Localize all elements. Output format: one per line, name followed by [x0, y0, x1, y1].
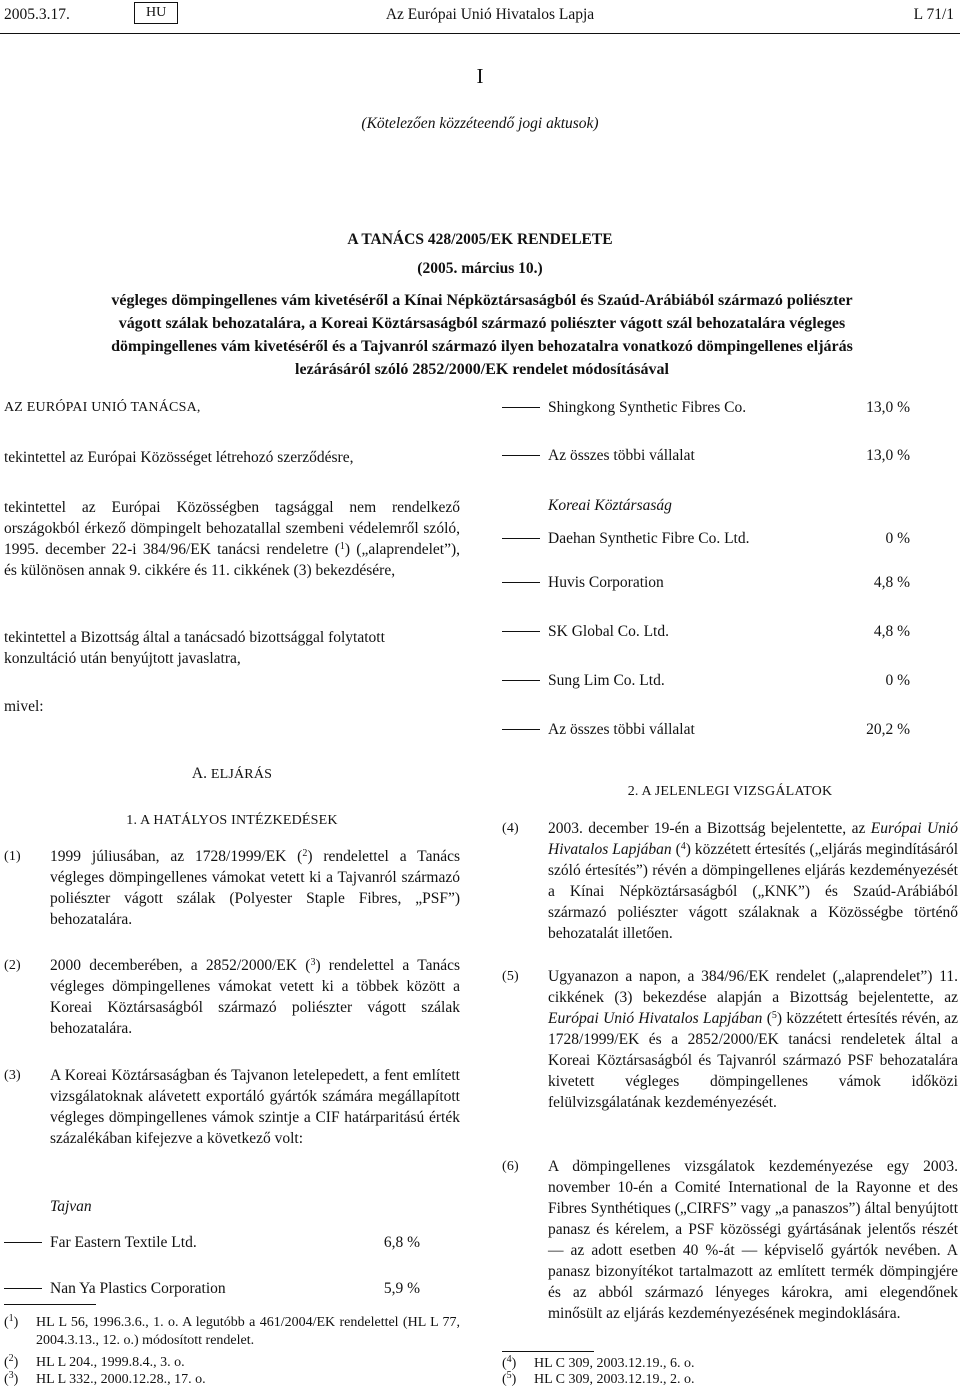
- left-column: [4, 0, 460, 1390]
- part-subtitle: (Kötelezően közzéteendő jogi aktusok): [361, 115, 599, 132]
- recital-treaty: tekintettel az Európai Közösséget létrehozó szerződésre,: [4, 449, 354, 466]
- footnote-5: ($^5$) HL C 309, 2003.12.19., 2. o.: [502, 1370, 695, 1387]
- dash-marker: [502, 538, 540, 539]
- footnote-ref: 2: [302, 848, 308, 859]
- publication-date: 2005.3.17.: [4, 6, 70, 23]
- part-numeral: I: [476, 64, 484, 88]
- page-number: L 71/1: [913, 6, 954, 23]
- dash-marker: [502, 407, 540, 408]
- paragraph-2: (2) 2000 decemberében, a 2852/2000/EK ($^3$) rendelettel a Tanács végleges dömpingellenes vámokat vetett ki a többek között a Koreai Köztársaságból származó poliészter vágott szálak behozatalára.: [4, 957, 460, 1037]
- company-row: Sung Lim Co. Ltd. 0 %: [502, 670, 958, 692]
- council-heading: AZ EURÓPAI UNIÓ TANÁCSA,: [4, 400, 201, 415]
- regulation-date: (2005. március 10.): [417, 260, 543, 277]
- recital-proposal: tekintettel a Bizottság által a tanácsadó bizottsággal folytatott konzultáció után benyújtott javaslatra,: [4, 629, 385, 667]
- company-row: Az összes többi vállalat 13,0 %: [502, 445, 958, 467]
- footnote-3: ($^3$) HL L 332., 2000.12.28., 17. o.: [4, 1370, 206, 1387]
- regulation-description: végleges dömpingellenes vám kivetéséről a Kínai Népköztársaságból és Szaúd-Arábiából származó poliészter vágott szálak behozatalára, a Koreai Köztársaságból származó poliészter vágott szál behozatalára végleges dömpingellenes vám kivetéséről és a Tajvanról származó ilyen behozatalra vonatkozó dömpingellenes eljárás lezárásáról szóló 2852/2000/EK rendelet módosításával: [111, 292, 853, 378]
- footnote-ref: 5: [771, 1010, 777, 1021]
- footnote-ref: 1: [339, 541, 345, 552]
- section-a-heading: A. ELJÁRÁS: [191, 765, 273, 782]
- footnote-divider: [502, 1351, 594, 1352]
- recital-basic-regulation: tekintettel az Európai Közösségben tagsággal nem rendelkező országokból érkező dömpingelt behozatallal szembeni védelemről szóló, 1995. december 22-i 384/96/EK tanácsi rendeletre ($^1$) („alaprendelet”), és különösen annak 9. cikkére és 11. cikkének (3) bekezdésére,: [4, 499, 460, 579]
- regulation-title: A TANÁCS 428/2005/EK RENDELETE: [347, 231, 613, 248]
- dash-marker: [4, 1242, 42, 1243]
- country-taiwan: Tajvan: [50, 1198, 92, 1215]
- footnote-divider: [4, 1304, 96, 1305]
- paragraph-5: (5) Ugyanazon a napon, a 384/96/EK rendelet („alaprendelet”) 11. cikkének (3) bekezdése alapján a Bizottság bejelentette, az Európai Unió Hivatalos Lapjában ($^5$) közzétett értesítés révén, az 1728/1999/EK és a 2852/2000/EK tanácsi rendeletek által a Koreai Köztársaságból és Tajvanról származó PSF behozatalára kivetett végleges dömpingellenes vámok időközi felülvizsgálatának kezdeményezését.: [502, 968, 958, 1111]
- footnote-ref: 3: [310, 957, 316, 968]
- paragraph-1: (1) 1999 júliusában, az 1728/1999/EK ($^2$) rendelettel a Tanács végleges dömpingellenes vámokat vetett ki a Tajvanról származó poliészter vágott szálak (Polyester Staple Fibres, „PSF”) behozatalára.: [4, 848, 460, 928]
- dash-marker: [4, 1288, 42, 1289]
- company-row: Huvis Corporation 4,8 %: [502, 572, 958, 594]
- language-badge: HU: [134, 2, 178, 24]
- footnote-1: ($^1$) HL L 56, 1996.3.6., 1. o. A legutóbb a 461/2004/EK rendelettel (HL L 77, 2004.3.13., 12. o.) módosított rendelet.: [4, 1313, 460, 1348]
- footnote-ref: 4: [680, 841, 686, 852]
- journal-title: Az Európai Unió Hivatalos Lapja: [385, 6, 595, 23]
- paragraph-6: (6) A dömpingellenes vizsgálatok kezdeményezése egy 2003. november 10-én a Comité International de la Rayonne et des Fibres Synthétiques („CIRFS” vagy „a panaszos”) által benyújtott panasz és kérelem, a PSF közösségi gyártásának jelentős részét — az adott esetben 40 %-át — képviselő gyártók nevében. A panasz bizonyítékot tartalmazott az említett termék dömpingjére és az abból származó lényeges károkra, ami elegendőnek minősült az eljárás kezdeményezésének megindoklására.: [502, 1158, 958, 1322]
- company-row: Az összes többi vállalat 20,2 %: [502, 719, 958, 741]
- dash-marker: [502, 455, 540, 456]
- dash-marker: [502, 680, 540, 681]
- subsection-2-heading: 2. A JELENLEGI VIZSGÁLATOK: [627, 784, 833, 799]
- company-row: SK Global Co. Ltd. 4,8 %: [502, 621, 958, 643]
- country-korea: Koreai Köztársaság: [548, 497, 672, 514]
- company-row: Far Eastern Textile Ltd. 6,8 %: [4, 1232, 460, 1254]
- paragraph-4: (4) 2003. december 19-én a Bizottság bejelentette, az Európai Unió Hivatalos Lapjában ($^4$) közzétett értesítés („eljárás megindításáról szóló értesítés”) révén a dömpingellenes eljárás kezdeményezését a Kínai Népköztársaságból („KNK”) és Szaúd-Arábiából származó poliészter vágott szálaknak a Közösségbe történő behozatalát illetően.: [502, 820, 959, 942]
- dash-marker: [502, 631, 540, 632]
- company-row: Shingkong Synthetic Fibres Co. 13,0 %: [502, 397, 958, 419]
- right-column: [502, 0, 958, 1390]
- footnote-2: ($^2$) HL L 204., 1999.8.4., 3. o.: [4, 1353, 185, 1370]
- whereas-label: mivel:: [4, 698, 44, 715]
- company-row: Daehan Synthetic Fibre Co. Ltd. 0 %: [502, 528, 958, 550]
- dash-marker: [502, 729, 540, 730]
- company-row: Nan Ya Plastics Corporation 5,9 %: [4, 1278, 460, 1300]
- footnote-4: ($^4$) HL C 309, 2003.12.19., 6. o.: [502, 1354, 695, 1371]
- paragraph-3: (3) A Koreai Köztársaságban és Tajvanon letelepedett, a fent említett vizsgálatoknak alávetett exportáló gyártók számára megállapított végleges dömpingellenes vámok szintje a CIF határparitású érték százalékában kifejezve a következő volt:: [4, 1067, 460, 1147]
- dash-marker: [502, 582, 540, 583]
- subsection-1-heading: 1. A HATÁLYOS INTÉZKEDÉSEK: [126, 813, 338, 828]
